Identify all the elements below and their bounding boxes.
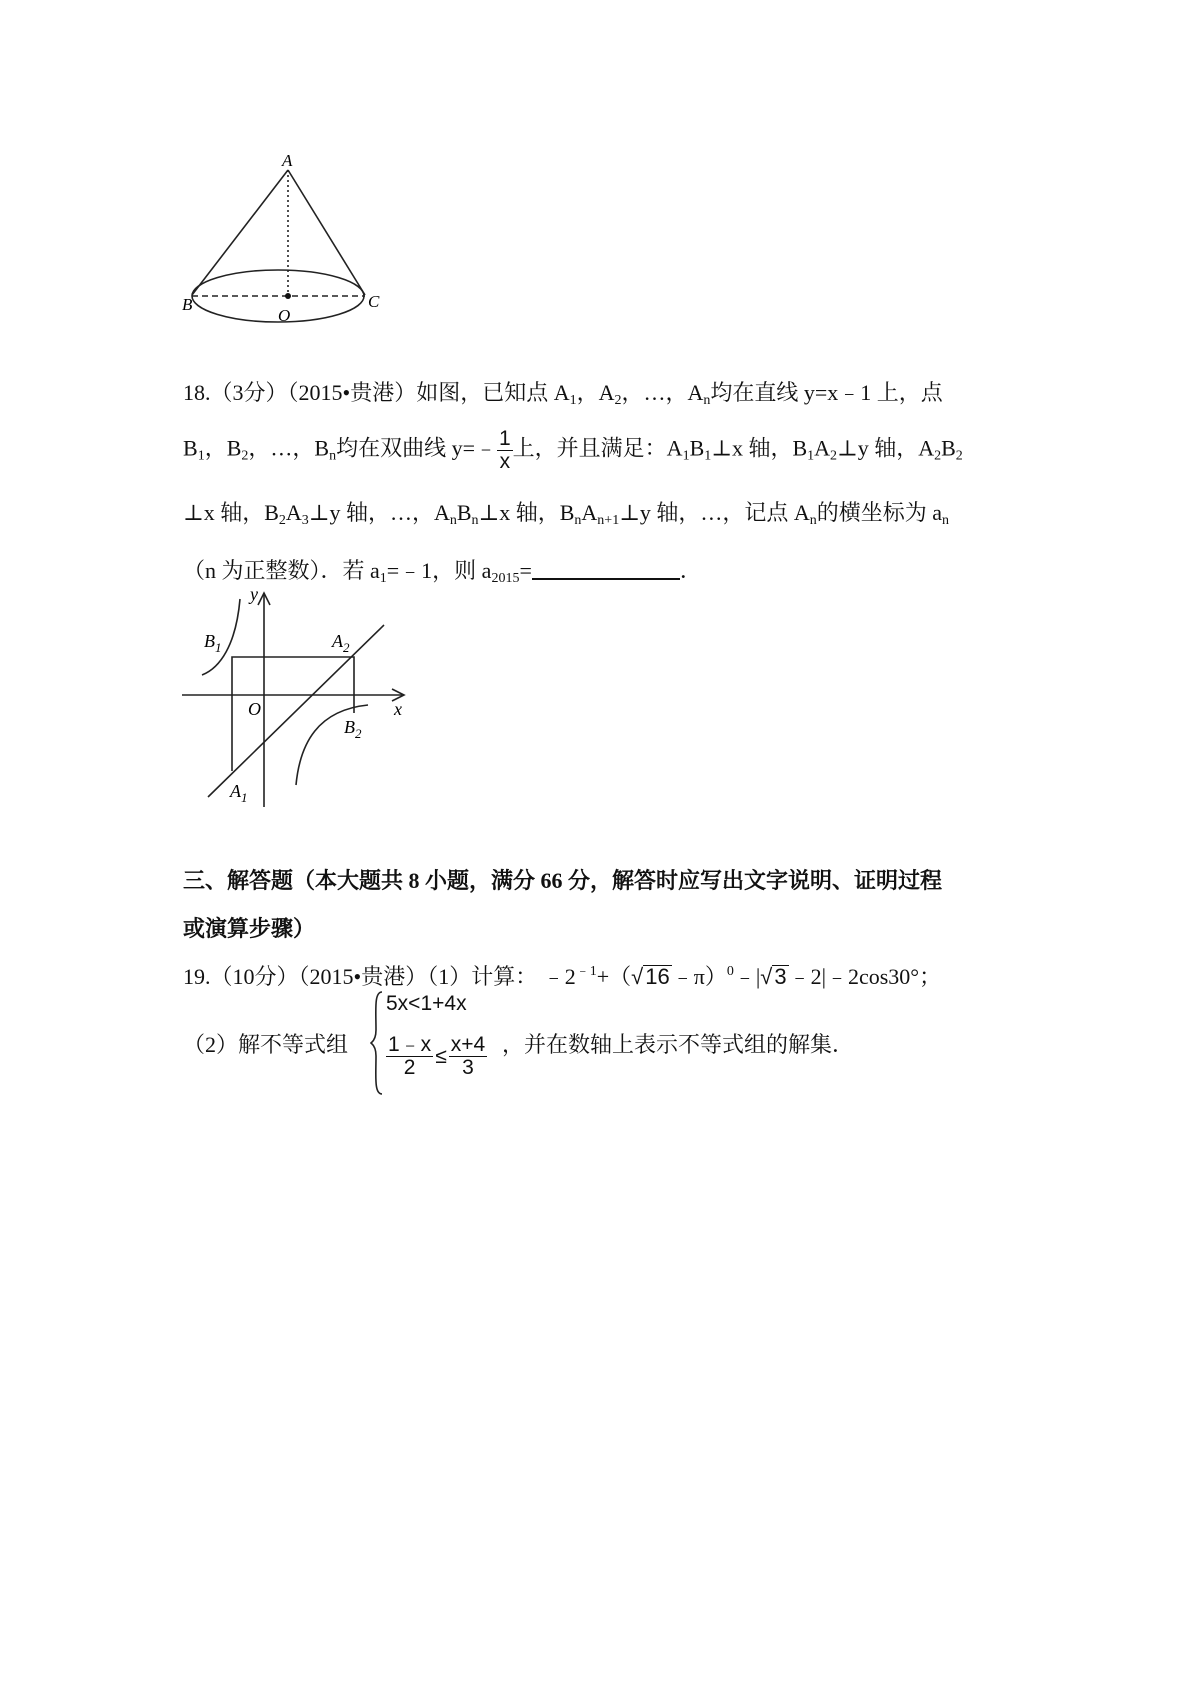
q18-l2-sub-i2: 2	[934, 448, 942, 464]
ineq2-left-frac	[386, 1034, 433, 1079]
q18-l3-text-b: A	[285, 500, 302, 525]
q19-part1-label: （1）计算：	[427, 964, 538, 989]
inequality-2	[386, 1034, 487, 1079]
cone-center-dot	[285, 293, 291, 299]
q18-l1-sub-2: 2	[614, 393, 622, 408]
q19-expr-a-sup: ﹣1	[575, 964, 597, 979]
q18-l4-text-end: ．	[679, 558, 702, 583]
q19-expr-c-sup: 0	[726, 964, 734, 979]
q18-l3-text-h: 的横坐标为 a	[816, 500, 943, 525]
q18-source: （2015•贵港）	[287, 380, 417, 405]
ineq2-right-frac	[449, 1034, 487, 1079]
cone-label-b: B	[182, 295, 193, 314]
q19-expr-c: ﹣π）	[671, 964, 727, 989]
q18-line2	[183, 428, 963, 473]
q18-l3-sub-cn: n	[449, 513, 457, 528]
ineq2-left-den: 2	[403, 1056, 416, 1079]
cone-label-o: O	[278, 306, 291, 325]
q18-l2-text-j: B	[941, 435, 956, 461]
graph-label-origin: O	[248, 699, 261, 719]
graph-label-x: x	[394, 699, 402, 719]
q18-l2-sub-f1: 1	[704, 448, 712, 464]
q18-l2-text-d: 均在双曲线 y=﹣	[336, 435, 497, 461]
graph-label-a2-sub: 2	[343, 640, 350, 655]
q18-l3-sub-en: n	[574, 513, 582, 528]
graph-label-b1	[204, 631, 222, 655]
inequality-1: 5x<1+4x	[386, 992, 467, 1015]
q18-l2-text-g: ⊥x 轴，B	[711, 435, 808, 461]
sqrt-16-radicand: 16	[645, 964, 670, 989]
graph-label-a2-letter: A	[332, 631, 343, 651]
q18-l2-sub-h2: 2	[830, 448, 838, 464]
answer-blank[interactable]	[532, 556, 680, 580]
hyperbola-branch-right	[296, 705, 368, 785]
q18-l3-text-a: ⊥x 轴，B	[183, 500, 279, 525]
q19-expr-a: ﹣2	[542, 964, 576, 989]
q18-l2-sub-j2: 2	[955, 448, 963, 464]
graph-label-b2	[344, 717, 362, 741]
q18-l1-text-b: ，A	[576, 380, 615, 405]
q18-l1-text-c: ，…，A	[621, 380, 704, 405]
fraction-denominator: x	[499, 450, 511, 473]
graph-label-b2-letter: B	[344, 717, 355, 737]
inequality-system	[370, 990, 500, 1098]
ineq2-right-den: 3	[462, 1056, 474, 1079]
graph-label-y: y	[250, 585, 258, 604]
q18-l2-text-b: ，B	[204, 435, 242, 461]
q18-l2-text-a: B	[183, 435, 198, 461]
q19-expr-d: ﹣|	[733, 964, 761, 989]
graph-label-a1-sub: 1	[241, 790, 248, 805]
q18-l2-sub-1: 1	[197, 448, 205, 464]
q18-l2-sub-e1: 1	[682, 448, 690, 464]
q18-l2-text-i: ⊥y 轴，A	[837, 435, 935, 461]
q19-part2-tail: ，并在数轴上表示不等式组的解集．	[502, 1032, 855, 1057]
section3-heading-line2: 或演算步骤）	[183, 916, 316, 941]
ineq2-right-num: x+4	[450, 1033, 486, 1056]
q19-source: （2015•贵港）	[298, 964, 428, 989]
q18-graph	[178, 585, 418, 815]
q19-expr-b: +（	[596, 964, 632, 989]
line-y-x-minus-1	[208, 625, 384, 797]
graph-label-a1	[229, 781, 248, 805]
q18-l4-sub-a1: 1	[379, 571, 387, 586]
q18-l2-text-f: B	[689, 435, 705, 461]
graph-label-a2	[331, 631, 350, 655]
graph-label-b2-sub: 2	[355, 726, 362, 741]
q18-number: 18.	[183, 380, 211, 405]
q18-l3-text-e: ⊥x 轴，B	[478, 500, 575, 525]
q18-l2-sub-2: 2	[241, 448, 249, 464]
q18-l2-text-e: 上，并且满足：A	[512, 435, 683, 461]
fraction-numerator: 1	[498, 427, 511, 450]
q18-l2-sub-n: n	[329, 448, 337, 464]
q18-line3	[183, 498, 949, 528]
graph-label-a1-letter: A	[230, 781, 241, 801]
q18-l1-sub-1: 1	[569, 393, 577, 408]
cone-label-a: A	[282, 155, 293, 170]
q18-score: （3分）	[210, 380, 288, 405]
q18-l3-text-f: A	[581, 500, 598, 525]
ineq2-op: ≤	[435, 1044, 447, 1068]
q18-l3-sub-hn: n	[942, 513, 950, 528]
q18-l3-sub-b3: 3	[301, 513, 309, 528]
graph-label-b1-letter: B	[204, 631, 215, 651]
q18-l2-text-h: A	[814, 435, 831, 461]
q18-l3-sub-fn1: n+1	[597, 513, 620, 528]
q18-l3-text-c: ⊥y 轴，…，A	[308, 500, 450, 525]
ineq2-left-num: 1﹣x	[388, 1033, 432, 1056]
q18-l1-text-d: 均在直线 y=x﹣1 上，点	[710, 380, 943, 405]
q19-score: （10分）	[210, 964, 299, 989]
q18-l1-text-a: 如图，已知点 A	[416, 380, 570, 405]
sqrt-3-radicand: 3	[774, 964, 787, 989]
q18-l1-sub-n: n	[703, 393, 711, 408]
cone-lines	[192, 170, 365, 322]
q18-line4	[183, 556, 702, 586]
q18-line1	[183, 378, 943, 408]
q18-l4-sub-b: 2015	[491, 571, 520, 586]
q18-l3-sub-gn: n	[809, 513, 817, 528]
section3-heading-line1: 三、解答题（本大题共 8 小题，满分 66 分，解答时应写出文字说明、证明过程	[183, 868, 943, 893]
q19-number: 19.	[183, 964, 211, 989]
q18-l3-sub-a2: 2	[278, 513, 286, 528]
q18-l3-text-g: ⊥y 轴，…，记点 A	[619, 500, 810, 525]
cone-figure	[180, 155, 390, 350]
q18-l4-text-c: =	[519, 558, 532, 583]
cone-right-edge	[288, 170, 365, 295]
graph-label-b1-sub: 1	[215, 640, 222, 655]
cone-label-c: C	[368, 292, 380, 311]
q18-l3-sub-dn: n	[471, 513, 479, 528]
sqrt-16: √16	[631, 964, 670, 989]
cone-left-edge	[192, 170, 288, 295]
system-brace	[370, 990, 384, 1096]
q19-expr-e: ﹣2|﹣2cos30°；	[788, 964, 942, 989]
q19-line1	[183, 962, 941, 992]
q18-l4-text-b: =﹣1，则 a	[386, 558, 492, 583]
q18-l4-text-a: （n 为正整数）．若 a	[183, 558, 380, 583]
q19-part2-label: （2）解不等式组	[183, 1032, 349, 1057]
q18-l3-text-d: B	[456, 500, 472, 525]
hyperbola-fraction	[497, 428, 513, 473]
q18-l2-sub-g1: 1	[807, 448, 815, 464]
q18-l2-text-c: ，…，B	[248, 435, 330, 461]
sqrt-3: √3	[760, 964, 787, 989]
